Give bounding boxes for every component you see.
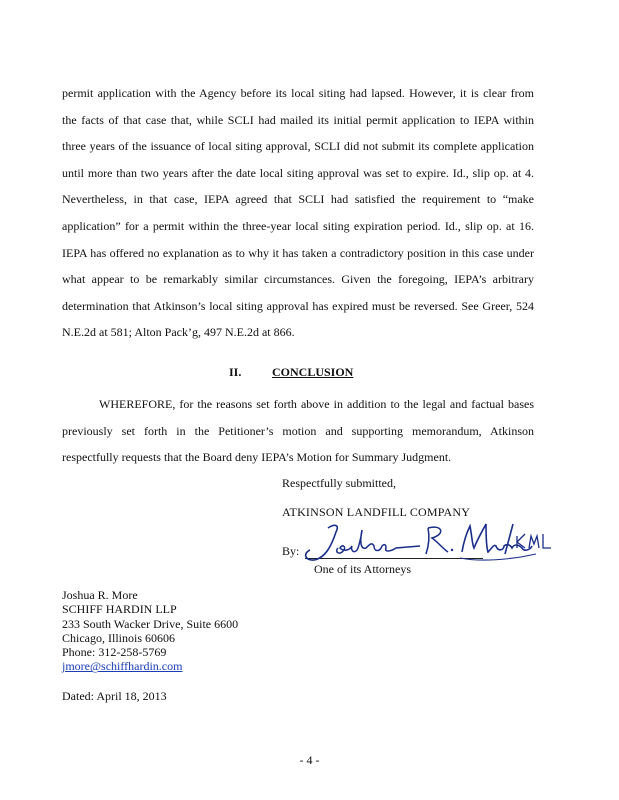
body-line: the facts of that case that, while SCLI had mailed its initial permit application to IEPA within [62, 112, 534, 127]
page-number: - 4 - [299, 753, 320, 767]
body-line: determination that Atkinson’s local siting approval has expired must be reversed. See Greer, 524 [62, 298, 534, 313]
client-firm-name: ATKINSON LANDFILL COMPANY [282, 505, 471, 519]
attorney-role: One of its Attorneys [314, 562, 411, 576]
conclusion-line: previously set forth in the Petitioner’s motion and supporting memorandum, Atkinson [62, 423, 534, 438]
body-line: Nevertheless, in that case, IEPA agreed that SCLI had satisfied the requirement to “make [62, 192, 534, 207]
attorney-name: Joshua R. More [62, 588, 138, 602]
body-line: three years of the issuance of local siting approval, SCLI did not submit its complete application [62, 139, 534, 154]
initials-mark [503, 522, 553, 556]
section-number: II. [229, 365, 242, 379]
body-line: until more than two years after the date local siting approval was set to expire. Id., slip op. at 4. [62, 165, 534, 180]
email-link[interactable]: jmore@schiffhardin.com [62, 659, 183, 674]
street-address: 233 South Wacker Drive, Suite 6600 [62, 616, 239, 631]
phone-number: Phone: 312-258-5769 [62, 645, 167, 660]
closing-text: Respectfully submitted, [282, 476, 396, 490]
conclusion-line: WHEREFORE, for the reasons set forth above in addition to the legal and factual bases [99, 397, 534, 411]
section-title: CONCLUSION [272, 365, 354, 379]
body-line: N.E.2d at 581; Alton Pack’g, 497 N.E.2d at 866. [62, 325, 295, 340]
body-line: permit application with the Agency before its local siting had lapsed. However, it is clear from [62, 86, 534, 100]
by-label: By: [282, 544, 300, 558]
conclusion-paragraph [62, 391, 534, 471]
conclusion-line: respectfully requests that the Board deny IEPA’s Motion for Summary Judgment. [62, 450, 452, 465]
address-block [62, 588, 238, 674]
date-line: Dated: April 18, 2013 [62, 689, 167, 703]
city-state-zip: Chicago, Illinois 60606 [62, 630, 175, 645]
body-line: what appear to be remarkably similar circumstances. Given the foregoing, IEPA’s arbitrary [62, 272, 534, 287]
body-line: application” for a permit within the three-year local siting expiration period. Id., slip op. at 16. [62, 218, 534, 233]
law-firm-name: SCHIFF HARDIN LLP [62, 602, 177, 617]
body-paragraph [62, 80, 534, 346]
body-line: IEPA has offered no explanation as to why it has taken a contradictory position in this case under [62, 245, 534, 260]
